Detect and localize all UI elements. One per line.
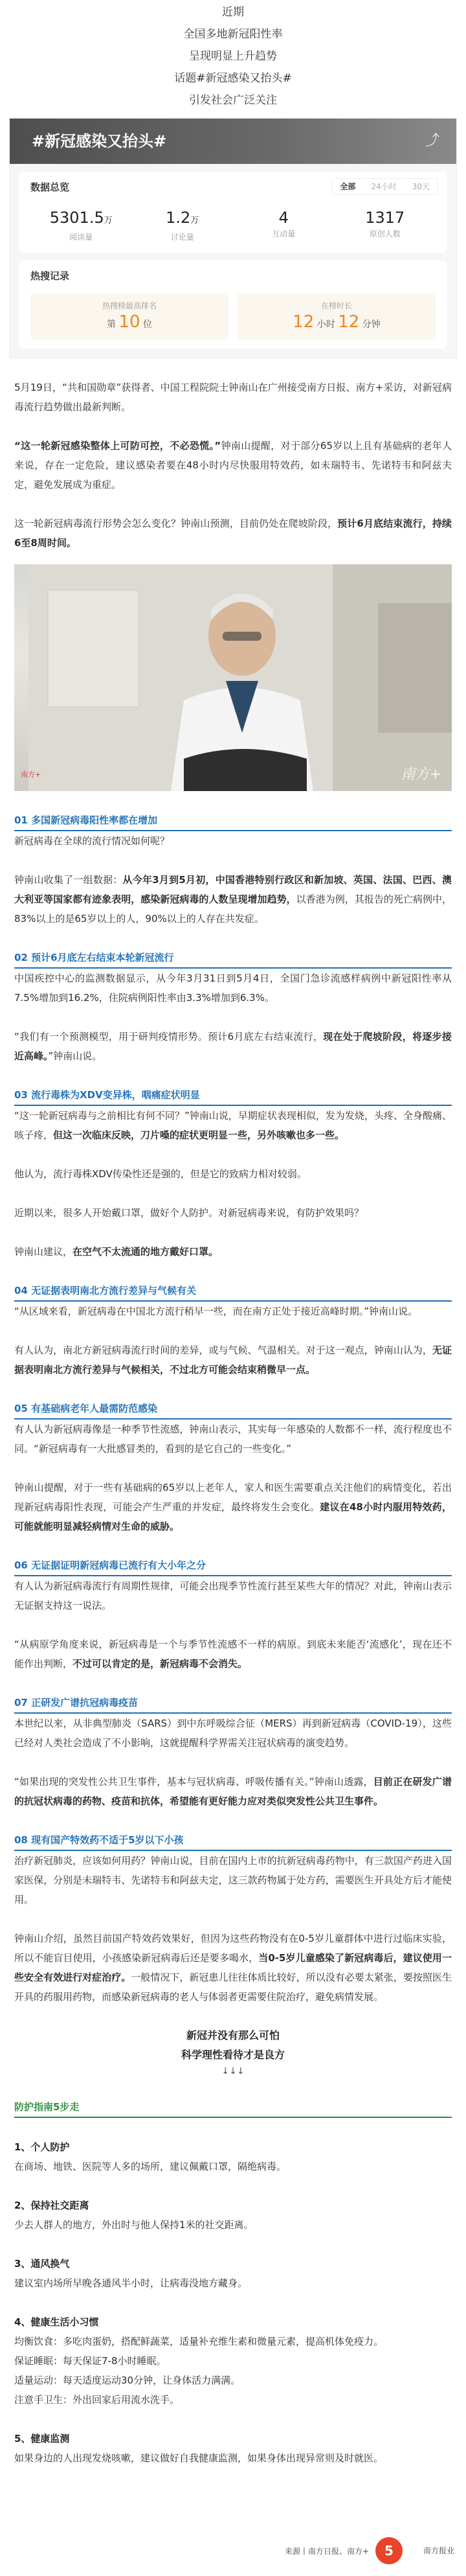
photo-illustration	[14, 564, 452, 791]
hot-value: 12	[293, 312, 315, 332]
intro-line: 呈现明显上升趋势	[189, 50, 277, 63]
hot-suffix: 分钟	[362, 319, 381, 330]
paragraph	[0, 1242, 466, 1261]
paragraph: 他认为，流行毒株XDV传染性还是强的，但是它的致病力相对较弱。	[14, 1168, 307, 1180]
paragraph	[0, 1478, 466, 1536]
section-heading-05: 05 有基础病老年人最需防范感染	[14, 1403, 158, 1414]
section-heading-02: 02 预计6月底左右结束本轮新冠流行	[14, 952, 174, 963]
hot-rank-box	[30, 293, 228, 339]
paragraph: 有人认为新冠病毒流行有周期性规律，可能会出现季节性流行甚至某些大年的情况？对此，钟南山表示无证据支持这一说法。	[14, 1580, 452, 1611]
paragraph: 近期以来，很多人开始戴口罩，做好个人防护。对新冠病毒来说，有防护效果吗？	[14, 1207, 364, 1219]
hot-label: 在榜时长	[320, 301, 352, 310]
text: ”钟南山说。	[48, 1050, 102, 1062]
stat-interactions	[233, 208, 335, 244]
paragraph	[0, 1027, 466, 1066]
text: 钟南山收集了一组数据：	[14, 874, 123, 886]
hot-value: 10	[118, 312, 140, 332]
text: 钟南山提醒，对于一些有基础病的65岁以上老年人，家人和医生需要重点关注他们的病情变化，若出现新冠病毒阳性表现，可能会产生严重的并发症，最终将发生会变化。	[14, 1482, 452, 1513]
section-heading-01: 01 多国新冠病毒阳性率都在增加	[14, 814, 158, 826]
tip-text: 在商场、地铁、医院等人多的场所，建议佩戴口罩，隔绝病毒。	[14, 2161, 287, 2172]
stat-value: 5301.5	[49, 209, 104, 227]
badge-icon: 5	[375, 2537, 403, 2564]
share-icon[interactable]: ⤴	[425, 133, 439, 149]
text: “这一轮新冠病毒与之前相比有何不同？”钟南山说，早期症状表现相似，发为发烧，头疼、全身酸痛、咳子疼，	[14, 1110, 452, 1141]
text: 一般情况下，新冠患儿往往体质比较好，所以没有必要太紧张，要按照医生开具的药服用药物，而感染新冠病毒的老人与体弱者更需要住院治疗，避免病情发展。	[14, 1972, 452, 2003]
tip-title: 1、个人防护	[14, 2141, 70, 2153]
stat-reads	[30, 208, 132, 244]
stat-value: 4	[278, 209, 289, 227]
paragraph	[0, 1340, 466, 1379]
stat-unit: 万	[104, 216, 113, 225]
bold-text: 目前正在研发广谱的抗冠状病毒的药物、疫苗和抗体，希望能有更好能力应对类似突发性公共卫生事件。	[14, 1776, 452, 1807]
tip-text: 如果身边的人出现发烧咳嗽，建议做好自我健康监测，如果身体出现异常则及时就医。	[14, 2452, 384, 2464]
stat-label: 讨论量	[170, 233, 194, 242]
tip-title: 4、健康生活小习惯	[14, 2316, 99, 2328]
hot-search-panel	[19, 260, 447, 349]
tip-title: 5、健康监测	[14, 2433, 70, 2444]
paragraph	[0, 1106, 466, 1145]
text: 这一轮新冠病毒流行形势会怎么变化？钟南山预测，目前仍处在爬坡阶段，	[14, 518, 338, 529]
bold-text: 但这一次临床反映，刀片嗓的症状更明显一些，另外咳嗽也多一些。	[53, 1129, 345, 1141]
intro-line: 引发社会广泛关注	[189, 94, 277, 107]
paragraph	[0, 1929, 466, 2007]
bold-text: 在空气不太流通的地方戴好口罩。	[72, 1246, 219, 1258]
stat-unit: 万	[190, 216, 199, 225]
paragraph: 中国疾控中心的监测数据显示，从今年3月31日到5月4日，全国门急诊流感样病例中新冠阳性率从7.5%增加到16.2%，住院病例阳性率由3.3%增加到6.3%。	[14, 972, 452, 1004]
intro-line: 话题#新冠感染又抬头#	[174, 72, 292, 85]
tab-30d[interactable]: 30天	[412, 182, 430, 191]
paragraph: 5月19日，“共和国勋章”获得者、中国工程院院士钟南山在广州接受南方日报、南方+采访，对新冠病毒流行趋势做出最新判断。	[14, 382, 452, 413]
stats-row	[30, 208, 436, 244]
bold-text: 不过可以肯定的是，新冠病毒不会消失。	[72, 1658, 248, 1670]
hot-duration-box	[238, 293, 436, 339]
section-heading-08: 08 现有国产特效药不适于5岁以下小孩	[14, 1834, 184, 1846]
hot-search-row	[30, 293, 436, 339]
hot-prefix: 第	[107, 319, 116, 330]
bold-text: 当0-5岁儿童感染了新冠病毒后，建议使用一些安全有效进行对症治疗。	[14, 1952, 452, 1983]
tip-text: 建议室内场所早晚各通风半小时，让病毒没地方藏身。	[14, 2277, 248, 2289]
tip-text: 少去人群人的地方，外出时与他人保持1米的社交距离。	[14, 2219, 254, 2231]
tip-text: 均衡饮食：多吃肉蛋奶，搭配鲜蔬菜，适量补充维生素和微量元素，提高机体免疫力。 保证睡眠：每天保证7-8小时睡眠。 适量运动：每天适度运动30分钟，让身体活力满满。 注意手卫生：外出回家后用流水洗手。	[14, 2336, 384, 2406]
paragraph	[0, 514, 466, 553]
topic-banner[interactable]	[10, 119, 456, 164]
bold-text: 预计6月底结束流行，持续6至8周时间。	[14, 518, 452, 549]
panel-title: 热搜记录	[30, 270, 70, 282]
topic-title: #新冠感染又抬头#	[32, 132, 167, 150]
text: 有人认为，南北方新冠病毒流行时间的差异，或与气候、气温相关。对于这一观点，钟南山认为，	[14, 1344, 432, 1356]
stat-label: 原创人数	[369, 229, 401, 238]
text: 钟南山提醒，对于部分65岁以上且有基础病的老年人来说，存在一定危险，建议感染者要在48小时内尽快服用特效药，如未瑞特韦、先诺特韦和阿兹夫定，避免发展成为重症。	[14, 440, 452, 490]
zhong-nanshan-photo	[14, 564, 452, 791]
prevention-tips	[0, 2137, 466, 2468]
paragraph	[0, 1772, 466, 1811]
down-arrows: ↓↓↓	[221, 2066, 245, 2076]
bold-text: 无证据表明南北方流行差异与气候相关，不过北方可能会结束稍微早一点。	[14, 1344, 452, 1375]
stat-discussions	[132, 208, 234, 244]
time-range-tabs	[331, 178, 438, 195]
text: “从病原学角度来说，新冠病毒是一个与季节性流感不一样的病原。到底未来能否‘流感化’，现在还不能作出判断，	[14, 1639, 452, 1670]
footer	[0, 2532, 466, 2573]
stat-value: 1317	[365, 209, 405, 227]
bold-text: “这一轮新冠感染整体上可防可控，不必恐慌。”	[14, 440, 221, 452]
paragraph: 新冠病毒在全球的流行情况如何呢？	[14, 835, 170, 847]
paragraph: 治疗新冠肺炎，应该如何用药？钟南山说，目前在国内上市的抗新冠病毒药物中，有三款国产药进入国家医保，分别是未瑞特韦、先诺特韦和阿兹夫定，这三款药物属于处方药，需要医生开具处方后才能使用。	[14, 1855, 452, 1905]
intro-block	[0, 0, 466, 111]
bold-text: 从今年3月到5月初，中国香港特别行政区和新加坡、英国、法国、巴西、澳大利亚等国家都有迹象表明，感染新冠病毒的人数呈现增加趋势，	[14, 874, 452, 905]
stat-label: 阅读量	[69, 233, 93, 242]
paragraph	[0, 436, 466, 494]
source-credit: 来源丨南方日报、南方+	[284, 2547, 369, 2556]
tip-title: 2、保持社交距离	[14, 2200, 89, 2211]
section-heading-07: 07 正研发广谱抗冠病毒疫苗	[14, 1697, 139, 1708]
section-heading-03: 03 流行毒株为XDV变异株，咽痛症状明显	[14, 1089, 200, 1101]
photo-tag: 南方+	[21, 770, 41, 779]
publisher-logo: 南方报业	[423, 2546, 454, 2555]
stat-originals	[335, 208, 436, 244]
bold-text: 建议在48小时内服用特效药，可能就能明显减轻病情对生命的威胁。	[14, 1501, 452, 1532]
text: 钟南山介绍，虽然目前国产特效药效果好，但因为这些药物没有在0-5岁儿童群体中进行过临床实验，所以不能盲目使用，小孩感染新冠病毒后还是要多喝水，	[14, 1933, 452, 1964]
section-heading-06: 06 无证据证明新冠病毒已流行有大小年之分	[14, 1559, 206, 1571]
text: “我们有一个预测模型，用于研判疫情形势。预计6月底左右结束流行，	[14, 1031, 324, 1042]
bold-text: 现在处于爬坡阶段，将逐步接近高峰。	[14, 1031, 452, 1062]
intro-line: 全国多地新冠阳性率	[183, 28, 283, 41]
prevention-title: 防护指南5步走	[14, 2101, 80, 2113]
paragraph: “从区域来看，新冠病毒在中国北方流行稍早一些，而在南方正处于接近高峰时期。”钟南山说。	[14, 1305, 418, 1317]
stat-value: 1.2	[166, 209, 191, 227]
weibo-topic-card	[9, 118, 457, 358]
hot-label: 热搜榜最高排名	[102, 301, 157, 310]
intro-line: 近期	[222, 6, 244, 19]
data-overview-panel	[19, 172, 447, 253]
hot-mid: 小时	[316, 319, 335, 330]
text: “如果出现的突发性公共卫生事件，基本与冠状病毒、呼吸传播有关。”钟南山透露，	[14, 1776, 373, 1788]
closing-headline-2: 科学理性看待才是良方	[181, 2049, 285, 2061]
paragraph	[0, 870, 466, 928]
panel-title: 数据总览	[30, 181, 70, 193]
closing-headline-1: 新冠并没有那么可怕	[186, 2029, 280, 2041]
paragraph: 本世纪以来，从非典型肺炎（SARS）到中东呼吸综合征（MERS）再到新冠病毒（COVID-19），这些已经对人类社会造成了不小影响，这就提醒科学界需关注冠状病毒的演变趋势。	[14, 1718, 452, 1749]
section-heading-04: 04 无证据表明南北方流行差异与气候有关	[14, 1285, 197, 1296]
photo-watermark: 南方+	[401, 766, 441, 783]
text: 以香港为例，其报告的死亡病例中，83%以上的是65岁以上的人，90%以上的人存在共发症。	[14, 893, 452, 925]
tip-title: 3、通风换气	[14, 2258, 70, 2270]
text: 钟南山建议，	[14, 1246, 73, 1258]
tab-all[interactable]: 全部	[332, 179, 363, 194]
hot-suffix: 位	[143, 319, 152, 330]
paragraph: 有人认为新冠病毒像是一种季节性流感，钟南山表示，其实每一年感染的人数都不一样，流行程度也不同。“新冠病毒有一大批感冒类的，看到的是它自己的一些变化。”	[14, 1423, 452, 1455]
tab-24h[interactable]: 24小时	[371, 182, 397, 191]
hot-value2: 12	[338, 312, 360, 332]
paragraph	[0, 1635, 466, 1673]
stat-label: 互动量	[272, 229, 296, 238]
